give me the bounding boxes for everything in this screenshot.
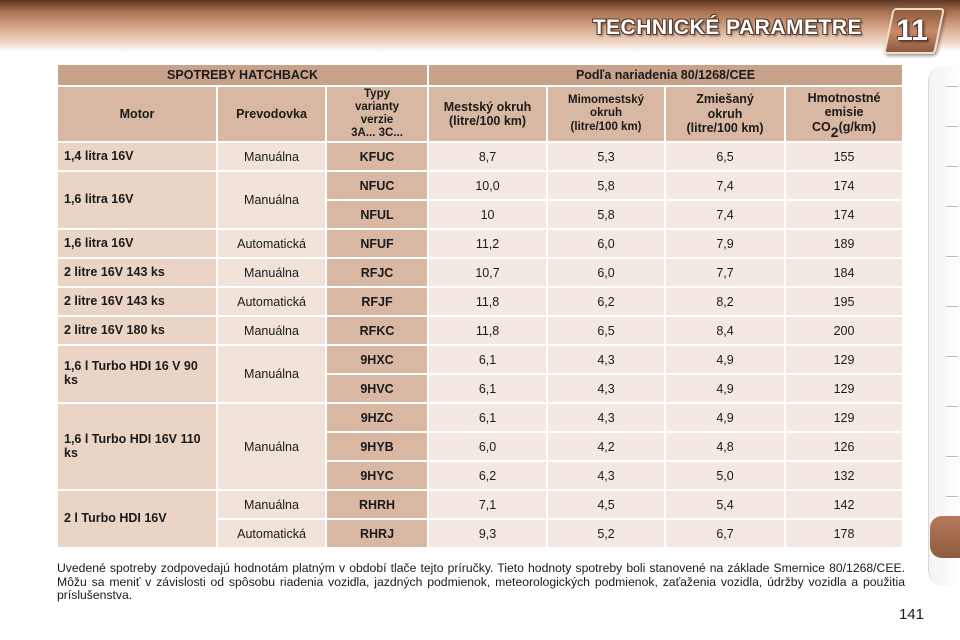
cell-extra-urban: 5,8 — [548, 201, 664, 228]
cell-extra-urban: 4,3 — [548, 404, 664, 431]
table-row — [58, 491, 902, 518]
cell-variant: RFKC — [327, 317, 427, 344]
table-row — [58, 404, 902, 431]
group-header-regulation: Podľa nariadenia 80/1268/CEE — [429, 65, 902, 85]
cell-urban: 10 — [429, 201, 546, 228]
col-header-combined: Zmiešaný okruh (litre/100 km) — [666, 87, 784, 141]
cell-combined: 4,9 — [666, 346, 784, 373]
table-row — [58, 317, 902, 344]
cell-motor: 1,6 litra 16V — [58, 172, 216, 228]
side-tab-active[interactable] — [930, 516, 960, 558]
cell-motor: 2 litre 16V 143 ks — [58, 288, 216, 315]
cell-combined: 4,8 — [666, 433, 784, 460]
cell-extra-urban: 5,3 — [548, 143, 664, 170]
cell-extra-urban: 6,0 — [548, 259, 664, 286]
cell-co2: 178 — [786, 520, 902, 547]
cell-motor: 1,4 litra 16V — [58, 143, 216, 170]
cell-co2: 129 — [786, 375, 902, 402]
cell-transmission: Manuálna — [218, 143, 325, 170]
cell-transmission: Manuálna — [218, 404, 325, 489]
cell-extra-urban: 6,5 — [548, 317, 664, 344]
cell-urban: 10,0 — [429, 172, 546, 199]
cell-urban: 6,1 — [429, 404, 546, 431]
cell-extra-urban: 4,3 — [548, 346, 664, 373]
cell-combined: 7,4 — [666, 201, 784, 228]
table-body — [58, 143, 902, 547]
cell-urban: 10,7 — [429, 259, 546, 286]
side-tabs — [928, 66, 960, 586]
cell-urban: 11,8 — [429, 317, 546, 344]
cell-combined: 8,2 — [666, 288, 784, 315]
cell-urban: 6,2 — [429, 462, 546, 489]
cell-variant: 9HYB — [327, 433, 427, 460]
cell-extra-urban: 4,2 — [548, 433, 664, 460]
cell-variant: RHRH — [327, 491, 427, 518]
table-row — [58, 346, 902, 373]
cell-extra-urban: 4,5 — [548, 491, 664, 518]
cell-transmission: Manuálna — [218, 346, 325, 402]
side-tab-tick — [946, 496, 958, 497]
cell-combined: 7,7 — [666, 259, 784, 286]
cell-extra-urban: 5,2 — [548, 520, 664, 547]
table-row — [58, 143, 902, 170]
table-row — [58, 259, 902, 286]
cell-co2: 129 — [786, 404, 902, 431]
chapter-number: 11 — [896, 14, 928, 47]
col-header-extra-urban: Mimomestský okruh (litre/100 km) — [548, 87, 664, 141]
side-tab-tick — [946, 86, 958, 87]
side-tab-tick — [946, 356, 958, 357]
col-header-transmission: Prevodovka — [218, 87, 325, 141]
cell-combined: 4,9 — [666, 375, 784, 402]
table-row — [58, 230, 902, 257]
cell-transmission: Automatická — [218, 288, 325, 315]
cell-extra-urban: 6,2 — [548, 288, 664, 315]
consumption-table — [56, 63, 904, 549]
cell-variant: RFJC — [327, 259, 427, 286]
cell-variant: 9HXC — [327, 346, 427, 373]
cell-combined: 6,7 — [666, 520, 784, 547]
cell-transmission: Manuálna — [218, 172, 325, 228]
page-number: 141 — [898, 606, 924, 623]
side-tab-tick — [946, 126, 958, 127]
cell-combined: 5,4 — [666, 491, 784, 518]
cell-co2: 174 — [786, 201, 902, 228]
cell-transmission: Automatická — [218, 230, 325, 257]
cell-urban: 7,1 — [429, 491, 546, 518]
cell-co2: 142 — [786, 491, 902, 518]
cell-co2: 174 — [786, 172, 902, 199]
cell-transmission: Manuálna — [218, 317, 325, 344]
col-header-motor: Motor — [58, 87, 216, 141]
cell-motor: 1,6 litra 16V — [58, 230, 216, 257]
cell-variant: RFJF — [327, 288, 427, 315]
cell-co2: 126 — [786, 433, 902, 460]
cell-co2: 132 — [786, 462, 902, 489]
cell-motor: 1,6 l Turbo HDI 16 V 90 ks — [58, 346, 216, 402]
cell-motor: 1,6 l Turbo HDI 16V 110 ks — [58, 404, 216, 489]
cell-variant: 9HZC — [327, 404, 427, 431]
cell-transmission: Automatická — [218, 520, 325, 547]
cell-extra-urban: 4,3 — [548, 375, 664, 402]
cell-combined: 7,4 — [666, 172, 784, 199]
cell-variant: 9HVC — [327, 375, 427, 402]
cell-motor: 2 litre 16V 180 ks — [58, 317, 216, 344]
side-tab-tick — [946, 206, 958, 207]
cell-co2: 184 — [786, 259, 902, 286]
cell-combined: 5,0 — [666, 462, 784, 489]
cell-co2: 195 — [786, 288, 902, 315]
cell-extra-urban: 6,0 — [548, 230, 664, 257]
cell-motor: 2 l Turbo HDI 16V — [58, 491, 216, 547]
side-tab-tick — [946, 166, 958, 167]
page-title: TECHNICKÉ PARAMETRE — [592, 16, 862, 39]
cell-co2: 155 — [786, 143, 902, 170]
table-row — [58, 288, 902, 315]
cell-transmission: Manuálna — [218, 259, 325, 286]
cell-transmission: Manuálna — [218, 491, 325, 518]
col-header-urban: Mestský okruh (litre/100 km) — [429, 87, 546, 141]
col-header-variant: Typy varianty verzie 3A... 3C... — [327, 87, 427, 141]
cell-variant: NFUL — [327, 201, 427, 228]
cell-variant: KFUC — [327, 143, 427, 170]
cell-co2: 189 — [786, 230, 902, 257]
cell-urban: 6,1 — [429, 346, 546, 373]
table-row — [58, 172, 902, 199]
cell-combined: 8,4 — [666, 317, 784, 344]
cell-variant: NFUF — [327, 230, 427, 257]
cell-urban: 6,0 — [429, 433, 546, 460]
cell-variant: 9HYC — [327, 462, 427, 489]
cell-co2: 200 — [786, 317, 902, 344]
cell-variant: NFUC — [327, 172, 427, 199]
cell-combined: 4,9 — [666, 404, 784, 431]
cell-co2: 129 — [786, 346, 902, 373]
cell-combined: 7,9 — [666, 230, 784, 257]
cell-urban: 8,7 — [429, 143, 546, 170]
cell-variant: RHRJ — [327, 520, 427, 547]
side-tab-tick — [946, 306, 958, 307]
cell-urban: 11,8 — [429, 288, 546, 315]
footnote: Uvedené spotreby zodpovedajú hodnotám platným v období tlače tejto príručky. Tieto hodnoty spotreby boli stanovené na základe Smernice 80/1268/CEE. Môžu sa meniť v závislosti od spôsobu riadenia vozidla, jazdných podmienok, meteorologických podmienok, zaťaženia vozidla, údržby vozidla a použitia príslušenstva. — [57, 561, 905, 602]
col-header-co2: Hmotnostné emisie $CO_2(g/km)$ — [786, 87, 902, 141]
cell-urban: 6,1 — [429, 375, 546, 402]
cell-extra-urban: 5,8 — [548, 172, 664, 199]
cell-extra-urban: 4,3 — [548, 462, 664, 489]
cell-motor: 2 litre 16V 143 ks — [58, 259, 216, 286]
cell-combined: 6,5 — [666, 143, 784, 170]
side-tab-tick — [946, 256, 958, 257]
cell-urban: 9,3 — [429, 520, 546, 547]
cell-urban: 11,2 — [429, 230, 546, 257]
side-tab-tick — [946, 406, 958, 407]
group-header-hatchback: SPOTREBY HATCHBACK — [58, 65, 427, 85]
side-tab-tick — [946, 456, 958, 457]
